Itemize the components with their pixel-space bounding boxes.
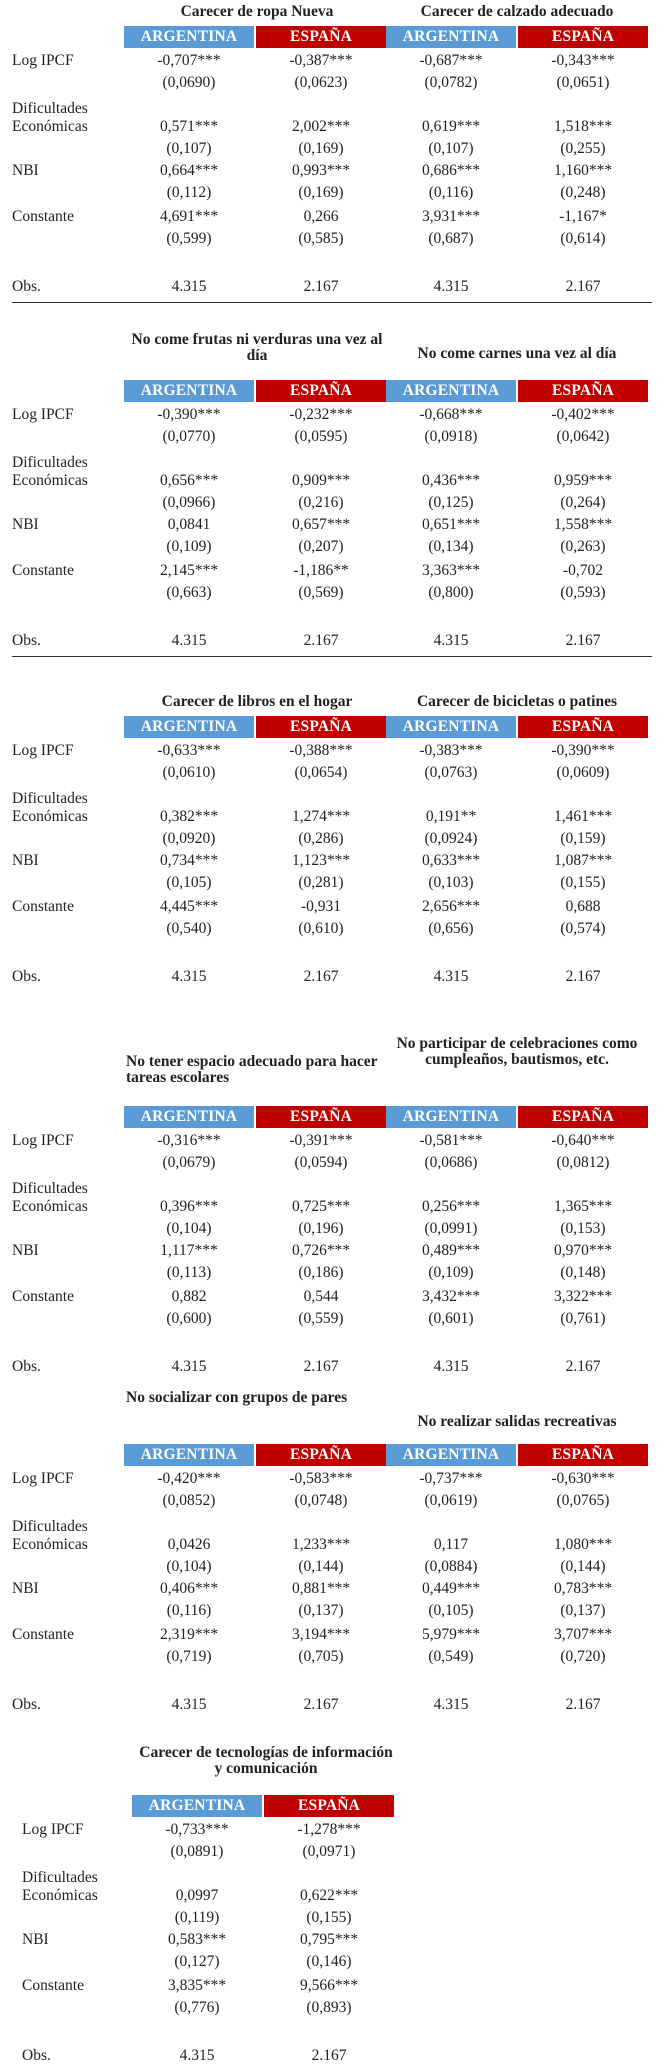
coefficient-cell: -0,581*** bbox=[419, 1132, 483, 1149]
row-label-constante: Constante bbox=[12, 1626, 74, 1643]
observations-cell: 4.315 bbox=[171, 968, 207, 985]
coefficient-cell: 0,191** bbox=[425, 808, 477, 825]
row-label-economicas: Económicas bbox=[22, 1887, 98, 1904]
coefficient-cell: 0,783*** bbox=[553, 1580, 613, 1597]
argentina-column-header: ARGENTINA bbox=[386, 380, 516, 402]
coefficient-cell: 3,363*** bbox=[421, 562, 481, 579]
argentina-column-header: ARGENTINA bbox=[124, 26, 254, 48]
espana-column-header: ESPAÑA bbox=[518, 1444, 648, 1466]
row-label-log-ipcf: Log IPCF bbox=[22, 1821, 84, 1838]
standard-error-cell: (0,109) bbox=[428, 1264, 474, 1281]
standard-error-cell: (0,207) bbox=[298, 538, 344, 555]
coefficient-cell: -0,668*** bbox=[419, 406, 483, 423]
standard-error-cell: (0,263) bbox=[560, 538, 606, 555]
coefficient-cell: 0,449*** bbox=[421, 1580, 481, 1597]
argentina-column-header: ARGENTINA bbox=[124, 1106, 254, 1128]
coefficient-cell: 0,489*** bbox=[421, 1242, 481, 1259]
standard-error-cell: (0,104) bbox=[166, 1558, 212, 1575]
observations-cell: 2.167 bbox=[565, 632, 601, 649]
standard-error-cell: (0,549) bbox=[428, 1648, 474, 1665]
row-label-constante: Constante bbox=[22, 1977, 84, 1994]
coefficient-cell: 0,0841 bbox=[167, 516, 211, 533]
standard-error-cell: (0,720) bbox=[560, 1648, 606, 1665]
observations-cell: 2.167 bbox=[565, 1696, 601, 1713]
espana-column-header: ESPAÑA bbox=[518, 26, 648, 48]
row-label-obs: Obs. bbox=[12, 1358, 41, 1375]
observations-cell: 4.315 bbox=[433, 278, 469, 295]
coefficient-cell: -0,383*** bbox=[419, 742, 483, 759]
coefficient-cell: -0,343*** bbox=[551, 52, 615, 69]
coefficient-cell: 0,256*** bbox=[421, 1198, 481, 1215]
coefficient-cell: 0,406*** bbox=[159, 1580, 219, 1597]
standard-error-cell: (0,0623) bbox=[294, 74, 348, 91]
coefficient-cell: 0,571*** bbox=[159, 118, 219, 135]
row-label-nbi: NBI bbox=[12, 1580, 39, 1597]
observations-cell: 4.315 bbox=[433, 632, 469, 649]
standard-error-cell: (0,0609) bbox=[556, 764, 610, 781]
observations-cell: 4.315 bbox=[171, 632, 207, 649]
espana-column-header: ESPAÑA bbox=[256, 26, 386, 48]
standard-error-cell: (0,144) bbox=[298, 1558, 344, 1575]
coefficient-cell: 0,686*** bbox=[421, 162, 481, 179]
standard-error-cell: (0,610) bbox=[298, 920, 344, 937]
coefficient-cell: 1,117*** bbox=[160, 1242, 218, 1259]
standard-error-cell: (0,125) bbox=[428, 494, 474, 511]
coefficient-cell: 0,656*** bbox=[159, 472, 219, 489]
standard-error-cell: (0,137) bbox=[298, 1602, 344, 1619]
standard-error-cell: (0,599) bbox=[166, 230, 212, 247]
coefficient-cell: -0,733*** bbox=[165, 1821, 229, 1838]
row-label-economicas: Económicas bbox=[12, 1536, 88, 1553]
standard-error-cell: (0,559) bbox=[298, 1310, 344, 1327]
standard-error-cell: (0,146) bbox=[306, 1953, 352, 1970]
standard-error-cell: (0,105) bbox=[166, 874, 212, 891]
coefficient-cell: -0,931 bbox=[300, 898, 342, 915]
standard-error-cell: (0,614) bbox=[560, 230, 606, 247]
coefficient-cell: 0,0426 bbox=[167, 1536, 211, 1553]
row-label-constante: Constante bbox=[12, 562, 74, 579]
observations-cell: 2.167 bbox=[565, 968, 601, 985]
coefficient-cell: -0,390*** bbox=[157, 406, 221, 423]
row-label-constante: Constante bbox=[12, 208, 74, 225]
coefficient-cell: 1,365*** bbox=[553, 1198, 613, 1215]
coefficient-cell: 3,322*** bbox=[553, 1288, 613, 1305]
coefficient-cell: 1,080*** bbox=[553, 1536, 613, 1553]
row-label-economicas: Económicas bbox=[12, 1198, 88, 1215]
coefficient-cell: 0,396*** bbox=[159, 1198, 219, 1215]
coefficient-cell: -0,387*** bbox=[289, 52, 353, 69]
espana-column-header: ESPAÑA bbox=[518, 380, 648, 402]
row-label-obs: Obs. bbox=[22, 2047, 51, 2064]
argentina-column-header: ARGENTINA bbox=[386, 26, 516, 48]
coefficient-cell: 1,518*** bbox=[553, 118, 613, 135]
coefficient-cell: 1,087*** bbox=[553, 852, 613, 869]
coefficient-cell: 2,656*** bbox=[421, 898, 481, 915]
coefficient-cell: 2,002*** bbox=[291, 118, 351, 135]
coefficient-cell: -0,316*** bbox=[157, 1132, 221, 1149]
coefficient-cell: 0,882 bbox=[171, 1288, 207, 1305]
espana-column-header: ESPAÑA bbox=[256, 1444, 386, 1466]
row-label-dificultades: Dificultades bbox=[12, 100, 88, 117]
coefficient-cell: 0,909*** bbox=[291, 472, 351, 489]
standard-error-cell: (0,169) bbox=[298, 184, 344, 201]
coefficient-cell: 3,931*** bbox=[421, 208, 481, 225]
standard-error-cell: (0,119) bbox=[174, 1909, 220, 1926]
coefficient-cell: -1,186** bbox=[293, 562, 349, 579]
row-label-obs: Obs. bbox=[12, 1696, 41, 1713]
standard-error-cell: (0,601) bbox=[428, 1310, 474, 1327]
coefficient-cell: 4,445*** bbox=[159, 898, 219, 915]
standard-error-cell: (0,0651) bbox=[556, 74, 610, 91]
standard-error-cell: (0,137) bbox=[560, 1602, 606, 1619]
standard-error-cell: (0,0891) bbox=[170, 1843, 224, 1860]
coefficient-cell: -0,391*** bbox=[289, 1132, 353, 1149]
coefficient-cell: 0,622*** bbox=[299, 1887, 359, 1904]
coefficient-cell: -0,630*** bbox=[551, 1470, 615, 1487]
standard-error-cell: (0,0971) bbox=[302, 1843, 356, 1860]
coefficient-cell: 0,688 bbox=[565, 898, 601, 915]
table-title: No come frutas ni verduras una vez al día bbox=[131, 331, 383, 364]
coefficient-cell: 0,633*** bbox=[421, 852, 481, 869]
espana-column-header: ESPAÑA bbox=[256, 716, 386, 738]
coefficient-cell: 3,707*** bbox=[553, 1626, 613, 1643]
espana-column-header: ESPAÑA bbox=[518, 1106, 648, 1128]
standard-error-cell: (0,286) bbox=[298, 830, 344, 847]
table-title: No socializar con grupos de pares bbox=[126, 1389, 348, 1406]
standard-error-cell: (0,574) bbox=[560, 920, 606, 937]
table-title: Carecer de tecnologías de información y comunicación bbox=[139, 1744, 393, 1777]
coefficient-cell: -1,167* bbox=[559, 208, 607, 225]
coefficient-cell: 0,544 bbox=[303, 1288, 339, 1305]
coefficient-cell: 3,432*** bbox=[421, 1288, 481, 1305]
coefficient-cell: 1,233*** bbox=[291, 1536, 351, 1553]
row-label-log-ipcf: Log IPCF bbox=[12, 1132, 74, 1149]
observations-cell: 2.167 bbox=[303, 632, 339, 649]
coefficient-cell: -0,390*** bbox=[551, 742, 615, 759]
argentina-column-header: ARGENTINA bbox=[124, 380, 254, 402]
row-label-economicas: Económicas bbox=[12, 118, 88, 135]
observations-cell: 4.315 bbox=[433, 1696, 469, 1713]
standard-error-cell: (0,0654) bbox=[294, 764, 348, 781]
coefficient-cell: 0,657*** bbox=[291, 516, 351, 533]
coefficient-cell: -1,278*** bbox=[297, 1821, 361, 1838]
standard-error-cell: (0,0690) bbox=[162, 74, 216, 91]
row-label-dificultades: Dificultades bbox=[12, 454, 88, 471]
standard-error-cell: (0,776) bbox=[174, 1999, 220, 2016]
observations-cell: 2.167 bbox=[565, 278, 601, 295]
row-label-dificultades: Dificultades bbox=[12, 1180, 88, 1197]
coefficient-cell: 2,145*** bbox=[159, 562, 219, 579]
standard-error-cell: (0,0918) bbox=[424, 428, 478, 445]
standard-error-cell: (0,148) bbox=[560, 1264, 606, 1281]
standard-error-cell: (0,0594) bbox=[294, 1154, 348, 1171]
coefficient-cell: 1,558*** bbox=[553, 516, 613, 533]
standard-error-cell: (0,0991) bbox=[424, 1220, 478, 1237]
standard-error-cell: (0,0765) bbox=[556, 1492, 610, 1509]
coefficient-cell: -0,633*** bbox=[157, 742, 221, 759]
standard-error-cell: (0,761) bbox=[560, 1310, 606, 1327]
table-title: No realizar salidas recreativas bbox=[417, 1413, 617, 1430]
argentina-column-header: ARGENTINA bbox=[132, 1795, 262, 1817]
argentina-column-header: ARGENTINA bbox=[124, 1444, 254, 1466]
coefficient-cell: 0,970*** bbox=[553, 1242, 613, 1259]
row-label-constante: Constante bbox=[12, 898, 74, 915]
observations-cell: 4.315 bbox=[171, 1696, 207, 1713]
standard-error-cell: (0,169) bbox=[298, 140, 344, 157]
standard-error-cell: (0,0770) bbox=[162, 428, 216, 445]
coefficient-cell: 0,725*** bbox=[291, 1198, 351, 1215]
standard-error-cell: (0,0595) bbox=[294, 428, 348, 445]
coefficient-cell: 0,117 bbox=[433, 1536, 469, 1553]
observations-cell: 4.315 bbox=[171, 278, 207, 295]
standard-error-cell: (0,127) bbox=[174, 1953, 220, 1970]
row-label-log-ipcf: Log IPCF bbox=[12, 742, 74, 759]
observations-cell: 2.167 bbox=[303, 1358, 339, 1375]
coefficient-cell: -0,707*** bbox=[157, 52, 221, 69]
standard-error-cell: (0,719) bbox=[166, 1648, 212, 1665]
standard-error-cell: (0,105) bbox=[428, 1602, 474, 1619]
row-label-log-ipcf: Log IPCF bbox=[12, 52, 74, 69]
standard-error-cell: (0,103) bbox=[428, 874, 474, 891]
standard-error-cell: (0,593) bbox=[560, 584, 606, 601]
observations-cell: 4.315 bbox=[433, 968, 469, 985]
standard-error-cell: (0,281) bbox=[298, 874, 344, 891]
standard-error-cell: (0,255) bbox=[560, 140, 606, 157]
coefficient-cell: -0,388*** bbox=[289, 742, 353, 759]
standard-error-cell: (0,134) bbox=[428, 538, 474, 555]
standard-error-cell: (0,153) bbox=[560, 1220, 606, 1237]
observations-cell: 4.315 bbox=[433, 1358, 469, 1375]
coefficient-cell: 1,274*** bbox=[291, 808, 351, 825]
row-label-obs: Obs. bbox=[12, 968, 41, 985]
coefficient-cell: 3,835*** bbox=[167, 1977, 227, 1994]
coefficient-cell: 0,266 bbox=[303, 208, 339, 225]
standard-error-cell: (0,248) bbox=[560, 184, 606, 201]
coefficient-cell: -0,702 bbox=[562, 562, 604, 579]
standard-error-cell: (0,113) bbox=[166, 1264, 212, 1281]
observations-cell: 2.167 bbox=[303, 278, 339, 295]
row-label-economicas: Económicas bbox=[12, 472, 88, 489]
espana-column-header: ESPAÑA bbox=[256, 380, 386, 402]
standard-error-cell: (0,585) bbox=[298, 230, 344, 247]
argentina-column-header: ARGENTINA bbox=[386, 716, 516, 738]
standard-error-cell: (0,196) bbox=[298, 1220, 344, 1237]
row-label-dificultades: Dificultades bbox=[22, 1869, 98, 1886]
standard-error-cell: (0,0610) bbox=[162, 764, 216, 781]
table-title: Carecer de calzado adecuado bbox=[420, 3, 614, 20]
coefficient-cell: -0,640*** bbox=[551, 1132, 615, 1149]
coefficient-cell: 4,691*** bbox=[159, 208, 219, 225]
row-label-constante: Constante bbox=[12, 1288, 74, 1305]
espana-column-header: ESPAÑA bbox=[518, 716, 648, 738]
coefficient-cell: 0,881*** bbox=[291, 1580, 351, 1597]
standard-error-cell: (0,0619) bbox=[424, 1492, 478, 1509]
coefficient-cell: 0,0997 bbox=[175, 1887, 219, 1904]
table-title: Carecer de ropa Nueva bbox=[180, 3, 334, 20]
standard-error-cell: (0,0966) bbox=[162, 494, 216, 511]
espana-column-header: ESPAÑA bbox=[256, 1106, 386, 1128]
coefficient-cell: 0,583*** bbox=[167, 1931, 227, 1948]
coefficient-cell: 1,160*** bbox=[553, 162, 613, 179]
observations-cell: 4.315 bbox=[179, 2047, 215, 2064]
row-label-nbi: NBI bbox=[12, 1242, 39, 1259]
coefficient-cell: 1,123*** bbox=[291, 852, 351, 869]
coefficient-cell: 1,461*** bbox=[553, 808, 613, 825]
observations-cell: 2.167 bbox=[303, 968, 339, 985]
row-label-dificultades: Dificultades bbox=[12, 790, 88, 807]
row-label-log-ipcf: Log IPCF bbox=[12, 1470, 74, 1487]
row-label-nbi: NBI bbox=[12, 162, 39, 179]
standard-error-cell: (0,0920) bbox=[162, 830, 216, 847]
standard-error-cell: (0,0812) bbox=[556, 1154, 610, 1171]
row-label-log-ipcf: Log IPCF bbox=[12, 406, 74, 423]
standard-error-cell: (0,186) bbox=[298, 1264, 344, 1281]
coefficient-cell: 0,795*** bbox=[299, 1931, 359, 1948]
row-label-obs: Obs. bbox=[12, 632, 41, 649]
standard-error-cell: (0,0924) bbox=[424, 830, 478, 847]
coefficient-cell: -0,583*** bbox=[289, 1470, 353, 1487]
row-label-nbi: NBI bbox=[12, 516, 39, 533]
coefficient-cell: -0,420*** bbox=[157, 1470, 221, 1487]
table-bottom-rule bbox=[12, 302, 652, 303]
coefficient-cell: 0,993*** bbox=[291, 162, 351, 179]
standard-error-cell: (0,0686) bbox=[424, 1154, 478, 1171]
coefficient-cell: -0,402*** bbox=[551, 406, 615, 423]
observations-cell: 2.167 bbox=[311, 2047, 347, 2064]
table-title: No participar de celebraciones como cumpleaños, bautismos, etc. bbox=[396, 1035, 638, 1068]
row-label-economicas: Económicas bbox=[12, 808, 88, 825]
table-title: No come carnes una vez al día bbox=[417, 345, 617, 362]
coefficient-cell: 0,959*** bbox=[553, 472, 613, 489]
table-title: Carecer de libros en el hogar bbox=[161, 693, 353, 710]
coefficient-cell: 0,734*** bbox=[159, 852, 219, 869]
table-title: No tener espacio adecuado para hacer tareas escolares bbox=[126, 1053, 378, 1086]
coefficient-cell: -0,737*** bbox=[419, 1470, 483, 1487]
standard-error-cell: (0,656) bbox=[428, 920, 474, 937]
coefficient-cell: 9,566*** bbox=[299, 1977, 359, 1994]
standard-error-cell: (0,159) bbox=[560, 830, 606, 847]
standard-error-cell: (0,687) bbox=[428, 230, 474, 247]
coefficient-cell: 5,979*** bbox=[421, 1626, 481, 1643]
table-bottom-rule bbox=[12, 656, 652, 657]
argentina-column-header: ARGENTINA bbox=[124, 716, 254, 738]
standard-error-cell: (0,155) bbox=[560, 874, 606, 891]
standard-error-cell: (0,0763) bbox=[424, 764, 478, 781]
standard-error-cell: (0,116) bbox=[166, 1602, 212, 1619]
coefficient-cell: 0,619*** bbox=[421, 118, 481, 135]
standard-error-cell: (0,569) bbox=[298, 584, 344, 601]
coefficient-cell: 0,664*** bbox=[159, 162, 219, 179]
table-title: Carecer de bicicletas o patines bbox=[416, 693, 618, 710]
standard-error-cell: (0,112) bbox=[166, 184, 212, 201]
row-label-nbi: NBI bbox=[22, 1931, 49, 1948]
standard-error-cell: (0,144) bbox=[560, 1558, 606, 1575]
observations-cell: 4.315 bbox=[171, 1358, 207, 1375]
standard-error-cell: (0,893) bbox=[306, 1999, 352, 2016]
coefficient-cell: -0,232*** bbox=[289, 406, 353, 423]
coefficient-cell: 0,651*** bbox=[421, 516, 481, 533]
standard-error-cell: (0,600) bbox=[166, 1310, 212, 1327]
standard-error-cell: (0,264) bbox=[560, 494, 606, 511]
standard-error-cell: (0,705) bbox=[298, 1648, 344, 1665]
standard-error-cell: (0,0679) bbox=[162, 1154, 216, 1171]
row-label-dificultades: Dificultades bbox=[12, 1518, 88, 1535]
coefficient-cell: -0,687*** bbox=[419, 52, 483, 69]
coefficient-cell: 0,382*** bbox=[159, 808, 219, 825]
argentina-column-header: ARGENTINA bbox=[386, 1106, 516, 1128]
standard-error-cell: (0,0884) bbox=[424, 1558, 478, 1575]
standard-error-cell: (0,109) bbox=[166, 538, 212, 555]
coefficient-cell: 3,194*** bbox=[291, 1626, 351, 1643]
standard-error-cell: (0,116) bbox=[428, 184, 474, 201]
standard-error-cell: (0,155) bbox=[306, 1909, 352, 1926]
standard-error-cell: (0,800) bbox=[428, 584, 474, 601]
standard-error-cell: (0,104) bbox=[166, 1220, 212, 1237]
standard-error-cell: (0,663) bbox=[166, 584, 212, 601]
coefficient-cell: 0,726*** bbox=[291, 1242, 351, 1259]
standard-error-cell: (0,0782) bbox=[424, 74, 478, 91]
standard-error-cell: (0,107) bbox=[166, 140, 212, 157]
coefficient-cell: 0,436*** bbox=[421, 472, 481, 489]
row-label-obs: Obs. bbox=[12, 278, 41, 295]
standard-error-cell: (0,0748) bbox=[294, 1492, 348, 1509]
standard-error-cell: (0,0852) bbox=[162, 1492, 216, 1509]
standard-error-cell: (0,0642) bbox=[556, 428, 610, 445]
espana-column-header: ESPAÑA bbox=[264, 1795, 394, 1817]
row-label-nbi: NBI bbox=[12, 852, 39, 869]
standard-error-cell: (0,216) bbox=[298, 494, 344, 511]
standard-error-cell: (0,107) bbox=[428, 140, 474, 157]
observations-cell: 2.167 bbox=[303, 1696, 339, 1713]
argentina-column-header: ARGENTINA bbox=[386, 1444, 516, 1466]
observations-cell: 2.167 bbox=[565, 1358, 601, 1375]
standard-error-cell: (0,540) bbox=[166, 920, 212, 937]
coefficient-cell: 2,319*** bbox=[159, 1626, 219, 1643]
